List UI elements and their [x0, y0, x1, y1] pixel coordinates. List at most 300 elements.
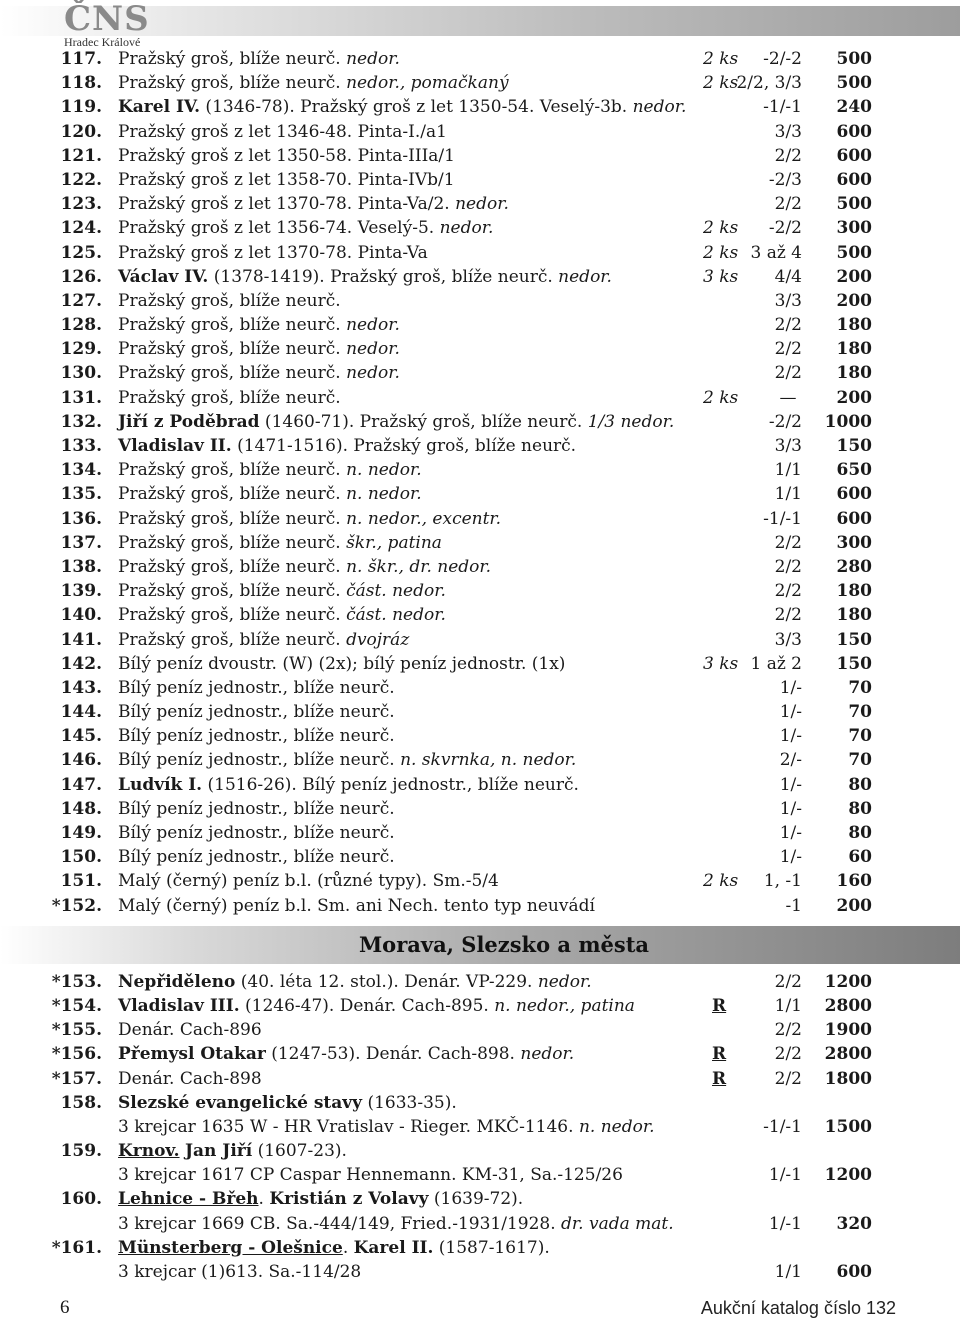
lot-group-bohemia: [0, 47, 960, 918]
lot-grade: 2/2: [774, 145, 802, 166]
description-part: Pražský groš z let 1346-48. Pinta-I./a1: [118, 121, 447, 142]
lot-description: [118, 603, 446, 627]
lot-group-moravia: [0, 970, 960, 1284]
lot-grade: 1/-1: [768, 1213, 802, 1234]
lot-row: [0, 970, 960, 994]
lot-row: [0, 1091, 960, 1115]
description-part: Bílý peníz jednostr., blíže neurč.: [118, 726, 395, 747]
lot-number: 151.: [60, 871, 102, 892]
lot-row: [0, 482, 960, 506]
description-part: n. skvrnka, n. nedor.: [400, 750, 577, 771]
lot-number: 144.: [60, 702, 102, 723]
lot-row: [0, 869, 960, 893]
lot-row: [0, 700, 960, 724]
lot-number: 117.: [60, 49, 102, 69]
lot-description: [118, 821, 395, 845]
lot-price: 1800: [824, 1068, 872, 1089]
lot-grade: 4/4: [774, 266, 802, 287]
lot-row: [0, 216, 960, 240]
description-part: 3 krejcar 1669 CB. Sa.-444/149, Fried.-1931/1928.: [118, 1213, 562, 1234]
lot-number: 134.: [60, 460, 102, 481]
lot-row: [0, 95, 960, 119]
lot-description: [118, 192, 509, 216]
description-part: Denár. Cach-896: [118, 1020, 262, 1041]
lot-description: [118, 71, 509, 95]
lot-quantity: 2 ks: [703, 871, 739, 892]
lot-grade: 2/2: [774, 581, 802, 602]
lot-row: [0, 47, 960, 71]
lot-number: *155.: [51, 1020, 102, 1041]
lot-grade: 1/1: [774, 1262, 802, 1282]
lot-grade: 1/-1: [768, 1165, 802, 1186]
lot-price: 200: [836, 266, 872, 287]
description-part: (1516-26). Bílý peníz jednostr., blíže neurč.: [202, 774, 579, 795]
lot-description: [118, 434, 576, 458]
lot-quantity: 2 ks: [703, 73, 739, 94]
lot-price: 280: [836, 556, 872, 577]
description-part: Karel IV.: [118, 97, 201, 118]
lot-description: [118, 845, 395, 869]
description-part: Pražský groš, blíže neurč.: [118, 532, 347, 553]
description-part: nedor.: [455, 194, 509, 215]
description-part: Karel II.: [353, 1237, 434, 1258]
lot-price: 1200: [824, 1165, 872, 1186]
lot-number: 118.: [60, 73, 102, 94]
description-part: n. nedor., patina: [494, 995, 635, 1016]
lot-description: [118, 1260, 361, 1284]
lot-grade: 2/2: [774, 605, 802, 626]
lot-description: [118, 507, 501, 531]
lot-description: [118, 1163, 623, 1187]
lot-row: [0, 434, 960, 458]
lot-price: 500: [836, 49, 872, 69]
description-part: .: [342, 1237, 354, 1258]
lot-row: [0, 821, 960, 845]
lot-description: [118, 652, 565, 676]
lot-row: [0, 458, 960, 482]
description-part: Bílý peníz jednostr., blíže neurč.: [118, 702, 395, 723]
lot-description: [118, 216, 493, 240]
lot-price: 180: [836, 339, 872, 360]
description-part: n. nedor.: [578, 1116, 655, 1137]
lot-grade: 2/2: [774, 194, 802, 215]
lot-number: *161.: [51, 1237, 102, 1258]
lot-price: 300: [836, 218, 872, 239]
lot-number: 123.: [60, 194, 102, 215]
lot-quantity: 3 ks: [703, 266, 739, 287]
lot-number: 138.: [60, 556, 102, 577]
lot-row: [0, 1260, 960, 1284]
description-part: Pražský groš, blíže neurč.: [118, 605, 347, 626]
lot-description: [118, 1139, 347, 1163]
description-part: Pražský groš, blíže neurč.: [118, 73, 347, 94]
lot-number: 130.: [60, 363, 102, 384]
lot-description: [118, 555, 491, 579]
lot-grade: 2/2, 3/3: [736, 73, 802, 94]
lot-number: 137.: [60, 532, 102, 553]
description-part: Krnov.: [118, 1141, 180, 1162]
lot-price: 1000: [824, 411, 872, 432]
lot-description: [118, 579, 446, 603]
lot-number: 120.: [60, 121, 102, 142]
lot-number: 133.: [60, 436, 102, 456]
lot-price: 180: [836, 315, 872, 336]
lot-description: [118, 168, 455, 192]
description-part: Přemysl Otakar: [118, 1044, 266, 1065]
lot-description: [118, 1187, 523, 1211]
lot-grade: -1/-1: [763, 1116, 802, 1137]
description-part: 1/3 nedor.: [587, 411, 675, 432]
lot-grade: -2/3: [768, 169, 802, 190]
lot-number: *154.: [51, 995, 102, 1016]
lot-grade: 3/3: [774, 121, 802, 142]
description-part: Münsterberg - Olešnice: [118, 1237, 343, 1258]
description-part: Pražský groš, blíže neurč.: [118, 484, 347, 505]
lot-price: 600: [836, 121, 872, 142]
lot-description: [118, 386, 341, 410]
lot-description: [118, 337, 400, 361]
lot-description: [118, 241, 428, 265]
lot-number: 146.: [60, 750, 102, 771]
lot-description: [118, 410, 674, 434]
lot-price: 600: [836, 169, 872, 190]
lot-grade: 2/2: [774, 971, 802, 992]
lot-description: [118, 869, 499, 893]
description-part: Slezské evangelické stavy: [118, 1092, 363, 1113]
description-part: nedor.: [346, 49, 400, 69]
lot-number: *152.: [51, 895, 102, 916]
description-part: (1607-23).: [252, 1141, 347, 1162]
lot-row: [0, 1212, 960, 1236]
lot-grade: 1/1: [774, 484, 802, 505]
lot-row: [0, 168, 960, 192]
lot-description: [118, 1212, 674, 1236]
lot-row: [0, 120, 960, 144]
description-part: dr. vada mat.: [561, 1213, 674, 1234]
description-part: Jiří z Poděbrad: [118, 411, 260, 432]
description-part: (1378-1419). Pražský groš, blíže neurč.: [208, 266, 559, 287]
description-part: Pražský groš z let 1358-70. Pinta-IVb/1: [118, 169, 455, 190]
lot-price: 2800: [824, 1044, 872, 1065]
lot-description: [118, 1067, 262, 1091]
description-part: Pražský groš, blíže neurč.: [118, 339, 347, 360]
lot-price: 200: [836, 895, 872, 916]
description-part: nedor., pomačkaný: [346, 73, 509, 94]
lot-price: 600: [836, 145, 872, 166]
lot-number: 131.: [60, 387, 102, 408]
lot-grade: -2/2: [768, 218, 802, 239]
description-part: Bílý peníz jednostr., blíže neurč.: [118, 677, 395, 698]
lot-price: 240: [836, 97, 872, 118]
lot-row: [0, 1236, 960, 1260]
lot-grade: 1/-: [779, 823, 802, 843]
description-part: Jan Jiří: [184, 1141, 253, 1162]
description-part: Pražský groš, blíže neurč.: [118, 629, 347, 650]
lot-description: [118, 1091, 457, 1115]
description-part: n. nedor.: [346, 460, 422, 481]
lot-grade: 1, -1: [763, 871, 802, 892]
lot-row: [0, 603, 960, 627]
lot-grade: 2/2: [774, 363, 802, 384]
lot-row: [0, 652, 960, 676]
lot-row: [0, 241, 960, 265]
lot-number: 158.: [60, 1092, 102, 1113]
description-part: Pražský groš z let 1370-78. Pinta-Va/2.: [118, 194, 456, 215]
lot-number: 119.: [60, 97, 102, 118]
description-part: (1460-71). Pražský groš, blíže neurč.: [259, 411, 588, 432]
lot-quantity: 2 ks: [703, 242, 739, 263]
description-part: Pražský groš z let 1350-58. Pinta-IIIa/1: [118, 145, 455, 166]
lot-description: [118, 313, 400, 337]
lot-number: 140.: [60, 605, 102, 626]
lot-row: [0, 144, 960, 168]
description-part: část. nedor.: [346, 581, 446, 602]
description-part: Bílý peníz jednostr., blíže neurč.: [118, 823, 395, 843]
lot-price: 160: [836, 871, 872, 892]
description-part: Bílý peníz jednostr., blíže neurč.: [118, 847, 395, 868]
lot-number: 132.: [60, 411, 102, 432]
lot-row: [0, 337, 960, 361]
lot-grade: -1/-1: [763, 508, 802, 529]
description-part: (1471-1516). Pražský groš, blíže neurč.: [231, 436, 577, 456]
description-part: Nepřiděleno: [118, 971, 236, 992]
lot-grade: 3/3: [774, 290, 802, 311]
description-part: Bílý peníz jednostr., blíže neurč.: [118, 798, 395, 819]
lot-price: 80: [848, 774, 872, 795]
lot-grade: 2/2: [774, 339, 802, 360]
lot-number: 139.: [60, 581, 102, 602]
lot-row: [0, 845, 960, 869]
lot-row: [0, 410, 960, 434]
lot-grade: 2/2: [774, 1020, 802, 1041]
lot-grade: 3/3: [774, 436, 802, 456]
lot-description: [118, 361, 400, 385]
description-part: (1633-35).: [362, 1092, 457, 1113]
lot-number: 122.: [60, 169, 102, 190]
rarity-mark: R: [712, 1068, 727, 1089]
lot-description: [118, 47, 400, 71]
lot-price: 500: [836, 73, 872, 94]
lot-number: *156.: [51, 1044, 102, 1065]
lot-price: 200: [836, 290, 872, 311]
lot-number: 129.: [60, 339, 102, 360]
lot-row: [0, 1187, 960, 1211]
lot-price: 1500: [824, 1116, 872, 1137]
lot-number: 148.: [60, 798, 102, 819]
lot-description: [118, 1115, 654, 1139]
lot-number: 143.: [60, 677, 102, 698]
lot-grade: -2/-2: [763, 49, 802, 69]
lot-number: 142.: [60, 653, 102, 674]
lot-number: 145.: [60, 726, 102, 747]
description-part: (1587-1617).: [433, 1237, 550, 1258]
lot-price: 600: [836, 508, 872, 529]
lot-grade: 1/-: [779, 677, 802, 698]
lot-description: [118, 748, 576, 772]
rarity-mark: R: [712, 1044, 727, 1065]
description-part: Malý (černý) peníz b.l. (různé typy). Sm.-5/4: [118, 871, 499, 892]
lot-price: 200: [836, 387, 872, 408]
lot-grade: 2/2: [774, 1068, 802, 1089]
lot-row: [0, 361, 960, 385]
lot-price: 300: [836, 532, 872, 553]
lot-price: 180: [836, 581, 872, 602]
description-part: Denár. Cach-898: [118, 1068, 262, 1089]
description-part: část. nedor.: [346, 605, 446, 626]
lot-row: [0, 531, 960, 555]
lot-row: [0, 676, 960, 700]
description-part: Ludvík I.: [118, 774, 203, 795]
lot-description: [118, 482, 422, 506]
lot-grade: 1/1: [774, 460, 802, 481]
description-part: Pražský groš, blíže neurč.: [118, 508, 347, 529]
lot-grade: 1/-: [779, 726, 802, 747]
description-part: (1639-72).: [428, 1189, 524, 1210]
lot-grade: 1/-: [779, 774, 802, 795]
description-part: Kristián z Volavy: [269, 1189, 429, 1210]
lot-price: 1200: [824, 971, 872, 992]
description-part: dvojráz: [346, 629, 410, 650]
description-part: Pražský groš, blíže neurč.: [118, 290, 341, 311]
lot-row: [0, 1018, 960, 1042]
lot-row: [0, 1163, 960, 1187]
description-part: Bílý peníz dvoustr. (W) (2x); bílý peníz jednostr. (1x): [118, 653, 566, 674]
lot-price: 2800: [824, 995, 872, 1016]
lot-row: [0, 555, 960, 579]
lot-description: [118, 1236, 550, 1260]
page-number: 6: [60, 1297, 70, 1318]
description-part: Vladislav II.: [118, 436, 232, 456]
lot-description: [118, 773, 579, 797]
lot-description: [118, 797, 395, 821]
lot-grade: —: [779, 387, 797, 408]
lot-number: 121.: [60, 145, 102, 166]
lot-description: [118, 265, 612, 289]
lot-number: 124.: [60, 218, 102, 239]
description-part: nedor.: [537, 971, 592, 992]
description-part: .: [258, 1189, 270, 1210]
lot-number: 135.: [60, 484, 102, 505]
section-title: Morava, Slezsko a města: [358, 931, 650, 957]
lot-price: 80: [848, 798, 872, 819]
section-header: [0, 926, 960, 964]
lot-description: [118, 120, 447, 144]
description-part: Pražský groš, blíže neurč.: [118, 387, 341, 408]
description-part: Bílý peníz jednostr., blíže neurč.: [118, 750, 401, 771]
lot-description: [118, 894, 595, 918]
description-part: Václav IV.: [118, 266, 209, 287]
lot-row: [0, 289, 960, 313]
lot-price: 60: [848, 847, 872, 868]
description-part: n. nedor., excentr.: [346, 508, 502, 529]
lot-price: 500: [836, 194, 872, 215]
description-part: Pražský groš, blíže neurč.: [118, 315, 347, 336]
lot-grade: 3 až 4: [750, 242, 802, 263]
description-part: n. nedor.: [346, 484, 422, 505]
description-part: nedor.: [346, 315, 400, 336]
lot-grade: -1: [785, 895, 802, 916]
description-part: Pražský groš, blíže neurč.: [118, 49, 347, 69]
lot-grade: 3/3: [774, 629, 802, 650]
description-part: (1346-78). Pražský groš z let 1350-54. Veselý-3b.: [200, 97, 633, 118]
lot-price: 150: [836, 629, 872, 650]
lot-price: 70: [848, 726, 872, 747]
lot-description: [118, 970, 592, 994]
lot-description: [118, 531, 442, 555]
lot-number: 160.: [60, 1189, 102, 1210]
description-part: nedor.: [346, 339, 400, 360]
lot-price: 650: [836, 460, 872, 481]
lot-grade: 1/1: [774, 995, 802, 1016]
lot-description: [118, 289, 341, 313]
lot-grade: 1 až 2: [750, 653, 802, 674]
description-part: Malý (černý) peníz b.l. Sm. ani Nech. tento typ neuvádí: [118, 895, 595, 916]
lot-number: 126.: [60, 266, 102, 287]
lot-grade: 1/-: [779, 847, 802, 868]
lot-number: 150.: [60, 847, 102, 868]
lot-row: [0, 507, 960, 531]
lot-grade: -1/-1: [763, 97, 802, 118]
lot-price: 500: [836, 242, 872, 263]
description-part: nedor.: [439, 218, 494, 239]
lot-description: [118, 1042, 574, 1066]
description-part: škr., patina: [346, 532, 442, 553]
lot-grade: 2/2: [774, 315, 802, 336]
lot-description: [118, 994, 635, 1018]
description-part: 3 krejcar 1617 CP Caspar Hennemann. KM-31, Sa.-125/26: [118, 1165, 623, 1186]
description-part: Pražský groš, blíže neurč.: [118, 460, 347, 481]
lot-row: [0, 1139, 960, 1163]
lot-number: 141.: [60, 629, 102, 650]
lot-number: 149.: [60, 823, 102, 843]
description-part: Pražský groš, blíže neurč.: [118, 581, 347, 602]
description-part: Pražský groš z let 1356-74. Veselý-5.: [118, 218, 440, 239]
lot-description: [118, 676, 395, 700]
catalog-title: Aukční katalog číslo 132: [700, 1298, 896, 1318]
lot-price: 70: [848, 750, 872, 771]
description-part: Lehnice - Břeh: [118, 1189, 259, 1210]
lot-row: [0, 71, 960, 95]
lot-row: [0, 386, 960, 410]
lot-row: [0, 265, 960, 289]
lot-row: [0, 748, 960, 772]
lot-number: 147.: [60, 774, 102, 795]
rarity-mark: R: [712, 995, 727, 1016]
description-part: nedor.: [632, 97, 687, 118]
lot-number: 128.: [60, 315, 102, 336]
description-part: nedor.: [520, 1044, 575, 1065]
lot-price: 70: [848, 702, 872, 723]
lot-description: [118, 1018, 262, 1042]
description-part: (1246-47). Denár. Cach-895.: [239, 995, 495, 1016]
description-part: 3 krejcar 1635 W - HR Vratislav - Rieger. MKČ-1146.: [118, 1116, 579, 1137]
description-part: Pražský groš z let 1370-78. Pinta-Va: [118, 242, 428, 263]
lot-grade: 1/-: [779, 702, 802, 723]
lot-row: [0, 1115, 960, 1139]
lot-quantity: 3 ks: [703, 653, 739, 674]
lot-price: 600: [836, 1262, 872, 1282]
lot-description: [118, 724, 395, 748]
description-part: Pražský groš, blíže neurč.: [118, 363, 347, 384]
lot-price: 150: [836, 653, 872, 674]
lot-price: 600: [836, 484, 872, 505]
lot-row: [0, 579, 960, 603]
lot-number: 136.: [60, 508, 102, 529]
description-part: Pražský groš, blíže neurč.: [118, 556, 347, 577]
lot-price: 180: [836, 363, 872, 384]
lot-number: *157.: [51, 1068, 102, 1089]
description-part: Vladislav III.: [118, 995, 240, 1016]
